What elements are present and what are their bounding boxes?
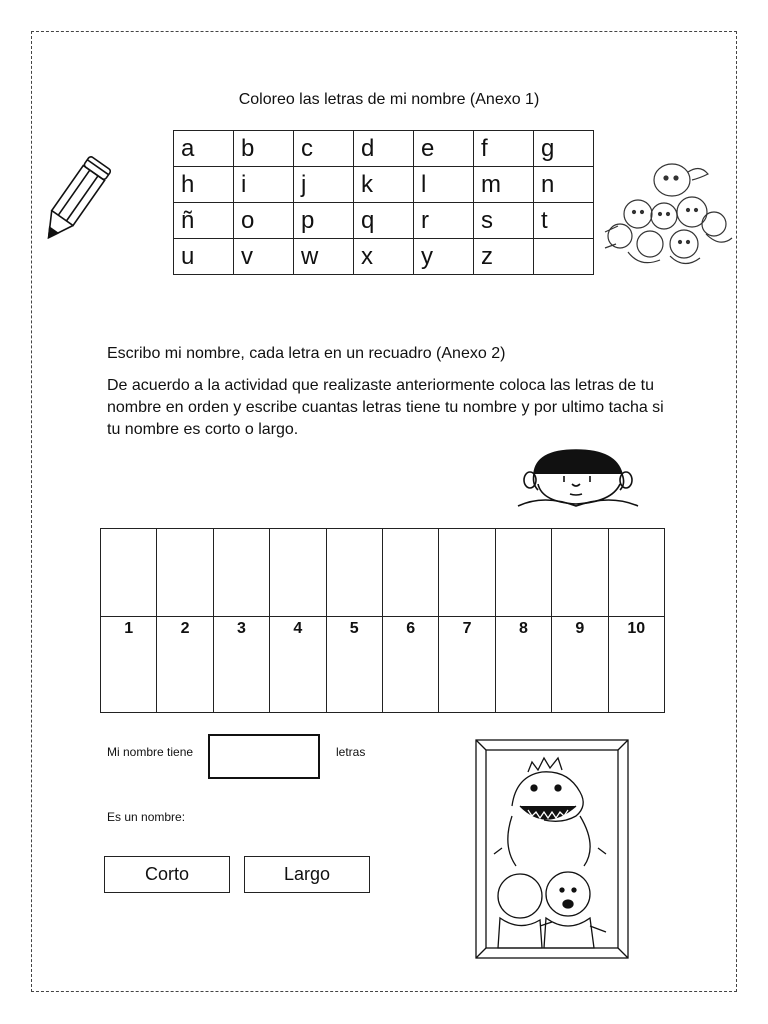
pencil-icon <box>35 150 115 250</box>
letter-cell[interactable]: m <box>474 167 534 203</box>
letter-cell[interactable]: q <box>354 203 414 239</box>
letter-cell[interactable]: c <box>294 131 354 167</box>
name-count-suffix: letras <box>336 745 366 759</box>
letter-box[interactable] <box>382 529 438 617</box>
letter-cell[interactable]: v <box>234 239 294 275</box>
letter-cell[interactable]: k <box>354 167 414 203</box>
rugrats-group-icon <box>600 152 740 270</box>
box-number: 1 <box>101 617 157 713</box>
letter-cell[interactable]: a <box>174 131 234 167</box>
letter-cell[interactable]: s <box>474 203 534 239</box>
letter-box[interactable] <box>101 529 157 617</box>
letter-box[interactable] <box>552 529 608 617</box>
letter-cell[interactable]: u <box>174 239 234 275</box>
letter-cell[interactable]: w <box>294 239 354 275</box>
name-letter-boxes <box>100 528 665 713</box>
letter-cell[interactable]: j <box>294 167 354 203</box>
letter-box[interactable] <box>270 529 326 617</box>
box-number: 8 <box>495 617 551 713</box>
letter-cell[interactable]: p <box>294 203 354 239</box>
letter-cell[interactable]: z <box>474 239 534 275</box>
letter-cell[interactable]: o <box>234 203 294 239</box>
letter-cell[interactable]: d <box>354 131 414 167</box>
name-type-label: Es un nombre: <box>107 810 186 824</box>
option-corto[interactable]: Corto <box>104 856 230 893</box>
letter-box[interactable] <box>213 529 269 617</box>
letter-cell[interactable]: f <box>474 131 534 167</box>
instruction-anexo-2: Escribo mi nombre, cada letra en un recuadro (Anexo 2) <box>107 345 506 362</box>
letter-box[interactable] <box>495 529 551 617</box>
box-number: 3 <box>213 617 269 713</box>
box-number: 5 <box>326 617 382 713</box>
letter-cell[interactable]: e <box>414 131 474 167</box>
letter-cell[interactable]: i <box>234 167 294 203</box>
letter-cell[interactable]: h <box>174 167 234 203</box>
letter-cell[interactable]: ñ <box>174 203 234 239</box>
name-count-input[interactable] <box>208 734 320 779</box>
letter-cell[interactable]: b <box>234 131 294 167</box>
letter-cell[interactable]: n <box>534 167 594 203</box>
letter-cell[interactable]: x <box>354 239 414 275</box>
letter-cell[interactable] <box>534 239 594 275</box>
name-count-label: Mi nombre tiene <box>107 745 194 759</box>
alphabet-grid <box>173 130 594 275</box>
letter-cell[interactable]: r <box>414 203 474 239</box>
option-largo[interactable]: Largo <box>244 856 370 893</box>
letter-cell[interactable]: g <box>534 131 594 167</box>
letter-box[interactable] <box>608 529 664 617</box>
activity-title: Coloreo las letras de mi nombre (Anexo 1) <box>238 91 540 108</box>
letter-box[interactable] <box>326 529 382 617</box>
box-number: 6 <box>382 617 438 713</box>
box-number: 9 <box>552 617 608 713</box>
letter-box[interactable] <box>439 529 495 617</box>
letter-cell[interactable]: t <box>534 203 594 239</box>
letter-cell[interactable]: y <box>414 239 474 275</box>
box-number: 7 <box>439 617 495 713</box>
instruction-paragraph: De acuerdo a la actividad que realizaste anteriormente coloca las letras de tu nombre en orden y escribe cuantas letras tiene tu nombre y por ultimo tacha si tu nombre es corto o largo. <box>107 377 664 438</box>
letter-box[interactable] <box>157 529 213 617</box>
box-number: 4 <box>270 617 326 713</box>
box-number: 10 <box>608 617 664 713</box>
boy-face-icon <box>514 444 644 514</box>
box-number: 2 <box>157 617 213 713</box>
reptar-frame-icon <box>472 736 632 962</box>
letter-cell[interactable]: l <box>414 167 474 203</box>
